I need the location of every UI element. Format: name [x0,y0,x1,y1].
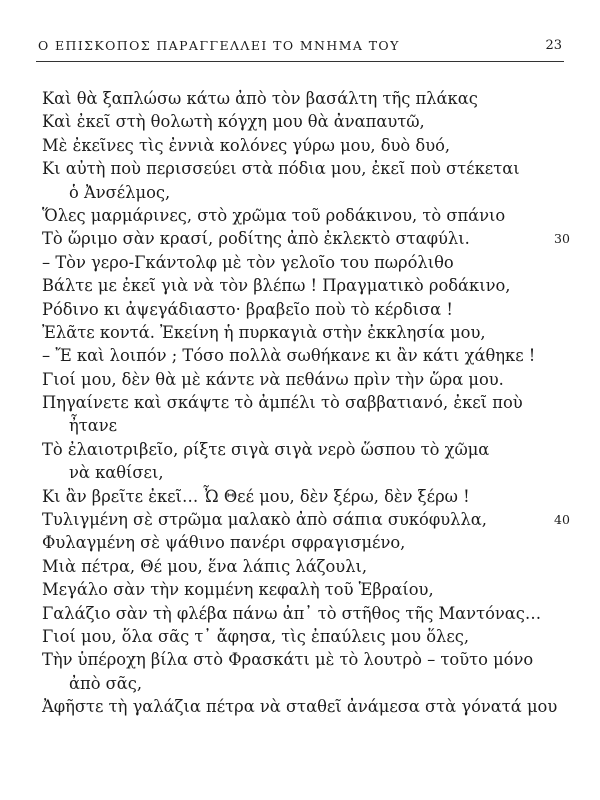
poem-line [42,578,572,601]
poem-line-text: Μιὰ πέτρα, Θέ μου, ἕνα λάπις λάζουλι, [42,556,368,576]
poem-line-text: Ἀφῆστε τὴ γαλάζια πέτρα νὰ σταθεῖ ἀνάμεσα στὰ γόνατά μου [42,697,558,717]
poem-line-text: – Τὸν γερο-Γκάντολφ μὲ τὸν γελοῖο του πωρόλιθο [42,252,454,272]
poem-line [42,602,572,625]
poem-line [42,648,572,671]
poem-line [42,110,572,133]
poem-line-continuation [42,181,572,204]
poem-line [42,321,572,344]
poem-line-text: Γαλάζιο σὰν τὴ φλέβα πάνω ἀπ᾿ τὸ στῆθος τῆς Μαντόνας… [42,603,542,623]
poem-line-text: Ὅλες μαρμάρινες, στὸ χρῶμα τοῦ ροδάκινου, τὸ σπάνιο [42,205,506,225]
poem-line-text: Τὸ ὥριμο σὰν κρασί, ροδίτης ἀπὸ ἐκλεκτὸ σταφύλι. [42,229,470,249]
poem-line-text: νὰ καθίσει, [69,463,164,483]
poem-line [42,344,572,367]
poem-line-text: Γιοί μου, ὅλα σᾶς τ᾿ ἄφησα, τὶς ἐπαύλεις μου ὅλες, [42,626,470,646]
line-number: 40 [554,512,570,528]
poem-line [42,438,572,461]
page-number: 23 [545,38,562,53]
poem-line-text: Κι ἂν βρεῖτε ἐκεῖ… Ὦ Θεέ μου, δὲν ξέρω, δὲν ξέρω ! [42,486,470,506]
poem-line [42,555,572,578]
poem-line [42,485,572,508]
poem-line [42,134,572,157]
poem-line [42,531,572,554]
poem-line [42,227,572,250]
poem-line-text: Βάλτε με ἐκεῖ γιὰ νὰ τὸν βλέπω ! Πραγματικὸ ροδάκινο, [42,276,511,296]
poem-line [42,368,572,391]
poem-line [42,251,572,274]
poem-line [42,204,572,227]
poem-line-text: Φυλαγμένη σὲ ψάθινο πανέρι σφραγισμένο, [42,533,406,553]
header-rule [36,61,564,62]
poem-line [42,157,572,180]
running-title: Ο ΕΠΙΣΚΟΠΟΣ ΠΑΡΑΓΓΕΛΛΕΙ ΤΟ ΜΝΗΜΑ ΤΟΥ [38,38,400,53]
poem-line-text: ὁ Ἀνσέλμος, [69,182,171,202]
poem-line-text: Τὸ ἐλαιοτριβεῖο, ρίξτε σιγὰ σιγὰ νερὸ ὥσπου τὸ χῶμα [42,439,490,459]
poem-line-text: Μεγάλο σὰν τὴν κομμένη κεφαλὴ τοῦ Ἑβραίου, [42,580,434,600]
poem-line [42,87,572,110]
poem-line-continuation [42,672,572,695]
poem-line [42,391,572,414]
poem-line-text: Τυλιγμένη σὲ στρῶμα μαλακὸ ἀπὸ σάπια συκόφυλλα, [42,510,487,530]
poem-line-text: – Ἔ καὶ λοιπόν ; Τόσο πολλὰ σωθήκανε κι ἂν κάτι χάθηκε ! [42,346,536,366]
poem-line-text: Ρόδινο κι ἀψεγάδιαστο· βραβεῖο ποὺ τὸ κέρδισα ! [42,299,453,319]
poem-line-text: ἦτανε [69,416,118,436]
poem-line-text: ἀπὸ σᾶς, [69,673,143,693]
poem-line-continuation [42,414,572,437]
poem-line-continuation [42,461,572,484]
poem-line-text: Μὲ ἐκεῖνες τὶς ἐννιὰ κολόνες γύρω μου, δυὸ δυό, [42,135,451,155]
poem-line [42,508,572,531]
poem-line-text: Καὶ θὰ ξαπλώσω κάτω ἀπὸ τὸν βασάλτη τῆς πλάκας [42,89,478,108]
poem-body [42,87,572,719]
poem-line [42,625,572,648]
poem-line-text: Γιοί μου, δὲν θὰ μὲ κάντε νὰ πεθάνω πρὶν τὴν ὥρα μου. [42,369,504,389]
poem-line [42,695,572,718]
poem-line-text: Τὴν ὑπέροχη βίλα στὸ Φρασκάτι μὲ τὸ λουτρὸ – τοῦτο μόνο [42,650,534,670]
poem-line-text: Πηγαίνετε καὶ σκάψτε τὸ ἀμπέλι τὸ σαββατιανό, ἐκεῖ ποὺ [42,393,523,413]
line-number: 30 [554,231,570,247]
poem-line [42,298,572,321]
poem-line-text: Ἐλᾶτε κοντά. Ἐκείνη ἡ πυρκαγιὰ στὴν ἐκκλησία μου, [42,322,486,342]
poem-line [42,274,572,297]
poem-line-text: Κι αὐτὴ ποὺ περισσεύει στὰ πόδια μου, ἐκεῖ ποὺ στέκεται [42,159,520,179]
poem-line-text: Καὶ ἐκεῖ στὴ θολωτὴ κόγχη μου θὰ ἀναπαυτῶ, [42,112,425,132]
